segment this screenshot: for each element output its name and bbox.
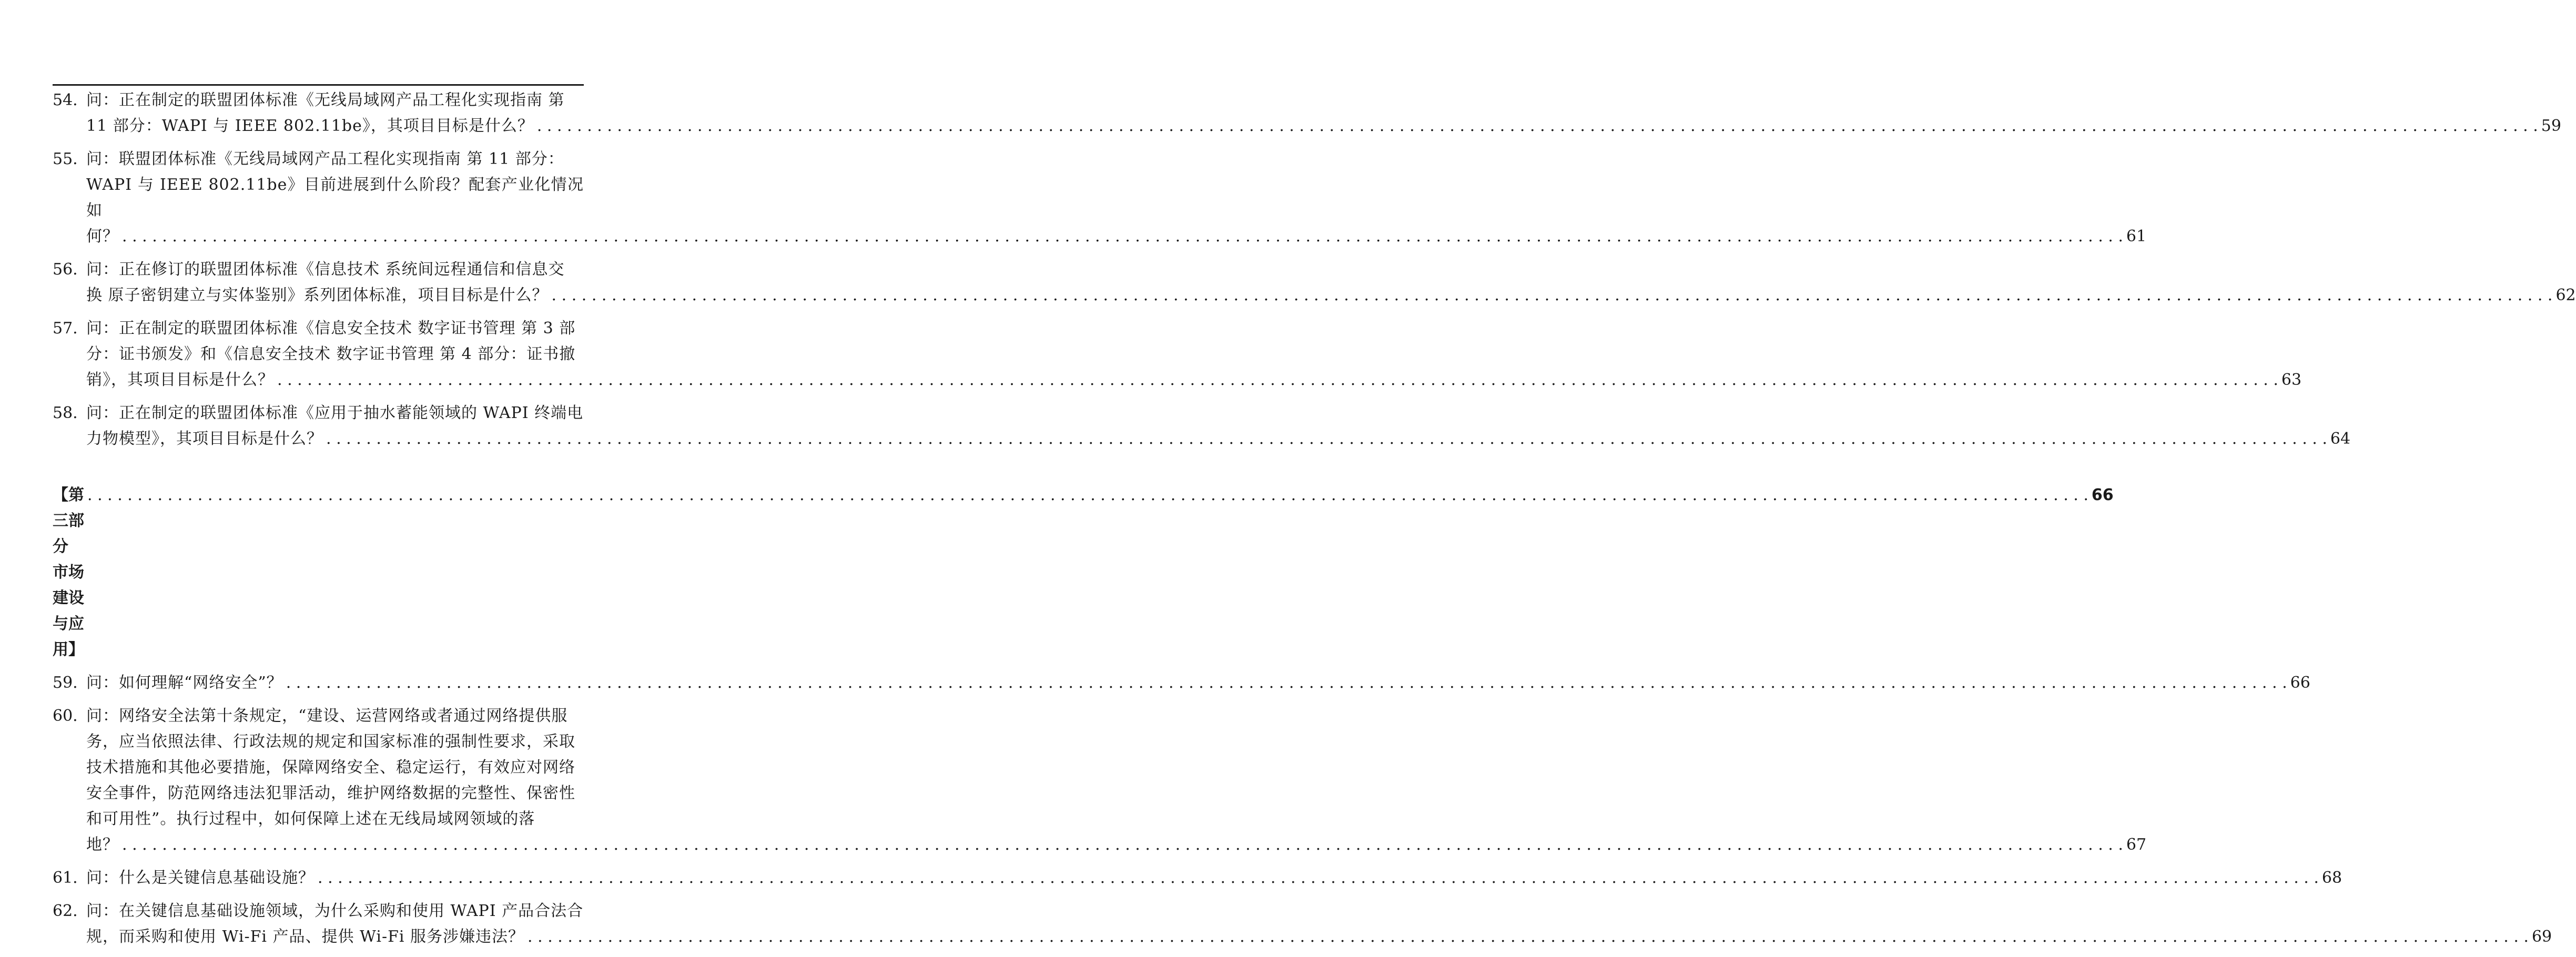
leader-dots: . . . . . . . . . . . . . . . . . . . . . . . . . . . . . . . . . . . . . . . . . . . . . . . . . . . . . . . . . . . . . . . . . . . . . . . . . . . . . . . . . . . . . . . . . . . . . . . . . . . . . . . . . . . . . . . . . . . . . . . . . . . . . . . . . . . . . . . . . . . . . . . . . . . . . . . . . . . . . . . . . . . . . . . . . . . . . . . . . . . . . . . . . . . . . . . . . . . . . . . . <box>87 486 2088 504</box>
entry-last-line <box>86 832 2147 858</box>
toc-entry[interactable] <box>53 670 2310 696</box>
entry-number: 57. <box>53 319 78 338</box>
entry-text-line: 问：网络安全法第十条规定，“建设、运营网络或者通过网络提供服 <box>86 707 568 725</box>
toc-entry[interactable] <box>53 146 2147 249</box>
entry-number: 59. <box>53 674 78 692</box>
entry-text-line: 和可用性”。执行过程中，如何保障上述在无线局域网领域的落 <box>86 810 535 828</box>
leader-dots: . . . . . . . . . . . . . . . . . . . . . . . . . . . . . . . . . . . . . . . . . . . . . . . . . . . . . . . . . . . . . . . . . . . . . . . . . . . . . . . . . . . . . . . . . . . . . . . . . . . . . . . . . . . . . . . . . . . . . . . . . . . . . . . . . . . . . . . . . . . . . . . . . . . . . . . . . . . . . . . . . . . . . . . . . . . . . . . . . . . . . . . . . . . . . . . . . . . . . . . . <box>551 286 2553 304</box>
entry-text-line: 问：联盟团体标准《无线局域网产品工程化实现指南 第 11 部分： <box>86 150 564 168</box>
entry-page-number: 69 <box>2531 928 2552 946</box>
entry-page-number: 68 <box>2321 869 2342 887</box>
toc-entry[interactable] <box>53 315 2302 393</box>
toc-section-heading[interactable] <box>53 482 2114 663</box>
entry-text-tail: 何？ <box>86 227 119 246</box>
entry-text-tail: 力物模型》，其项目目标是什么？ <box>86 430 323 448</box>
toc-entry[interactable] <box>53 703 2147 858</box>
entry-text-line: WAPI 与 IEEE 802.11be》目前进展到什么阶段？配套产业化情况如 <box>86 176 584 220</box>
entry-text-tail: 销》，其项目目标是什么？ <box>86 371 274 389</box>
entry-last-line <box>86 367 2302 393</box>
entry-text-line: 务，应当依照法律、行政法规的规定和国家标准的强制性要求，采取 <box>86 732 575 751</box>
leader-dots: . . . . . . . . . . . . . . . . . . . . . . . . . . . . . . . . . . . . . . . . . . . . . . . . . . . . . . . . . . . . . . . . . . . . . . . . . . . . . . . . . . . . . . . . . . . . . . . . . . . . . . . . . . . . . . . . . . . . . . . . . . . . . . . . . . . . . . . . . . . . . . . . . . . . . . . . . . . . . . . . . . . . . . . . . . . . . . . . . . . . . . . . . . . . . . . . . . . . . . . . <box>286 674 2287 692</box>
entry-text-tail: 11 部分：WAPI 与 IEEE 802.11be》，其项目目标是什么？ <box>86 117 534 135</box>
leader-dots: . . . . . . . . . . . . . . . . . . . . . . . . . . . . . . . . . . . . . . . . . . . . . . . . . . . . . . . . . . . . . . . . . . . . . . . . . . . . . . . . . . . . . . . . . . . . . . . . . . . . . . . . . . . . . . . . . . . . . . . . . . . . . . . . . . . . . . . . . . . . . . . . . . . . . . . . . . . . . . . . . . . . . . . . . . . . . . . . . . . . . . . . . . . . . . . . . . . . . . . . <box>122 836 2123 854</box>
entry-last-line <box>86 924 2552 950</box>
section-title: 【第三部分 市场建设与应用】 <box>53 486 84 659</box>
entry-text-line: 问：正在制定的联盟团体标准《信息安全技术 数字证书管理 第 3 部 <box>86 319 576 338</box>
entry-text-tail: 规，而采购和使用 Wi-Fi 产品、提供 Wi-Fi 服务涉嫌违法？ <box>86 928 525 946</box>
entry-page-number: 66 <box>2290 674 2310 692</box>
entry-number: 60. <box>53 707 78 725</box>
entry-page-number: 63 <box>2281 371 2302 389</box>
entry-number: 54. <box>53 91 78 109</box>
entry-last-line <box>86 223 2147 249</box>
entry-page-number: 62 <box>2555 286 2576 304</box>
entry-text-line: 技术措施和其他必要措施，保障网络安全、稳定运行，有效应对网络 <box>86 758 575 777</box>
entry-text-line: 问：正在修订的联盟团体标准《信息技术 系统间远程通信和信息交 <box>86 260 565 279</box>
entry-number: 55. <box>53 150 78 168</box>
toc-entry[interactable] <box>53 865 2342 891</box>
leader-dots: . . . . . . . . . . . . . . . . . . . . . . . . . . . . . . . . . . . . . . . . . . . . . . . . . . . . . . . . . . . . . . . . . . . . . . . . . . . . . . . . . . . . . . . . . . . . . . . . . . . . . . . . . . . . . . . . . . . . . . . . . . . . . . . . . . . . . . . . . . . . . . . . . . . . . . . . . . . . . . . . . . . . . . . . . . . . . . . . . . . . . . . . . . . . . . . . . . . . . . . . <box>318 869 2319 887</box>
entry-text-line: 问：正在制定的联盟团体标准《无线局域网产品工程化实现指南 第 <box>86 91 565 109</box>
entry-text-line: 问：正在制定的联盟团体标准《应用于抽水蓄能领域的 WAPI 终端电 <box>86 404 584 422</box>
top-rule <box>53 84 584 86</box>
entry-text-tail: 地？ <box>86 836 119 854</box>
entry-page-number: 64 <box>2330 430 2351 448</box>
table-of-contents <box>53 87 2576 957</box>
entry-number: 61. <box>53 869 78 887</box>
entry-text-tail: 问：什么是关键信息基础设施？ <box>86 869 315 887</box>
toc-entry[interactable] <box>53 898 2552 950</box>
entry-text-line: 分：证书颁发》和《信息安全技术 数字证书管理 第 4 部分：证书撤 <box>86 345 576 363</box>
entry-page-number: 61 <box>2126 227 2147 246</box>
leader-dots: . . . . . . . . . . . . . . . . . . . . . . . . . . . . . . . . . . . . . . . . . . . . . . . . . . . . . . . . . . . . . . . . . . . . . . . . . . . . . . . . . . . . . . . . . . . . . . . . . . . . . . . . . . . . . . . . . . . . . . . . . . . . . . . . . . . . . . . . . . . . . . . . . . . . . . . . . . . . . . . . . . . . . . . . . . . . . . . . . . . . . . . . . . . . . . . . . . . . . . . . <box>277 371 2278 389</box>
entry-last-line <box>86 426 2351 452</box>
leader-dots: . . . . . . . . . . . . . . . . . . . . . . . . . . . . . . . . . . . . . . . . . . . . . . . . . . . . . . . . . . . . . . . . . . . . . . . . . . . . . . . . . . . . . . . . . . . . . . . . . . . . . . . . . . . . . . . . . . . . . . . . . . . . . . . . . . . . . . . . . . . . . . . . . . . . . . . . . . . . . . . . . . . . . . . . . . . . . . . . . . . . . . . . . . . . . . . . . . . . . . . . <box>122 227 2123 246</box>
entry-text-line: 安全事件，防范网络违法犯罪活动，维护网络数据的完整性、保密性 <box>86 784 575 802</box>
entry-last-line <box>86 282 2576 308</box>
toc-entry[interactable] <box>53 400 2351 452</box>
toc-group-part-three <box>53 670 2552 950</box>
entry-page-number: 67 <box>2126 836 2147 854</box>
leader-dots: . . . . . . . . . . . . . . . . . . . . . . . . . . . . . . . . . . . . . . . . . . . . . . . . . . . . . . . . . . . . . . . . . . . . . . . . . . . . . . . . . . . . . . . . . . . . . . . . . . . . . . . . . . . . . . . . . . . . . . . . . . . . . . . . . . . . . . . . . . . . . . . . . . . . . . . . . . . . . . . . . . . . . . . . . . . . . . . . . . . . . . . . . . . . . . . . . . . . . . . . <box>536 117 2538 135</box>
toc-entry[interactable] <box>53 257 2576 308</box>
leader-dots: . . . . . . . . . . . . . . . . . . . . . . . . . . . . . . . . . . . . . . . . . . . . . . . . . . . . . . . . . . . . . . . . . . . . . . . . . . . . . . . . . . . . . . . . . . . . . . . . . . . . . . . . . . . . . . . . . . . . . . . . . . . . . . . . . . . . . . . . . . . . . . . . . . . . . . . . . . . . . . . . . . . . . . . . . . . . . . . . . . . . . . . . . . . . . . . . . . . . . . . . <box>326 430 2327 448</box>
entry-last-line <box>86 670 2310 696</box>
section-page-number: 66 <box>2091 486 2114 504</box>
toc-entry[interactable] <box>53 87 2561 139</box>
toc-group-part-two <box>53 87 2576 452</box>
entry-number: 62. <box>53 902 78 920</box>
leader-dots: . . . . . . . . . . . . . . . . . . . . . . . . . . . . . . . . . . . . . . . . . . . . . . . . . . . . . . . . . . . . . . . . . . . . . . . . . . . . . . . . . . . . . . . . . . . . . . . . . . . . . . . . . . . . . . . . . . . . . . . . . . . . . . . . . . . . . . . . . . . . . . . . . . . . . . . . . . . . . . . . . . . . . . . . . . . . . . . . . . . . . . . . . . . . . . . . . . . . . . . . <box>528 928 2529 946</box>
entry-last-line <box>86 113 2561 139</box>
entry-page-number: 59 <box>2541 117 2561 135</box>
entry-last-line <box>86 865 2342 891</box>
entry-text-tail: 换 原子密钥建立与实体鉴别》系列团体标准，项目目标是什么？ <box>86 286 549 304</box>
entry-text-line: 问：在关键信息基础设施领域，为什么采购和使用 WAPI 产品合法合 <box>86 902 584 920</box>
entry-number: 58. <box>53 404 78 422</box>
entry-number: 56. <box>53 260 78 279</box>
entry-text-tail: 问：如何理解“网络安全”？ <box>86 674 283 692</box>
